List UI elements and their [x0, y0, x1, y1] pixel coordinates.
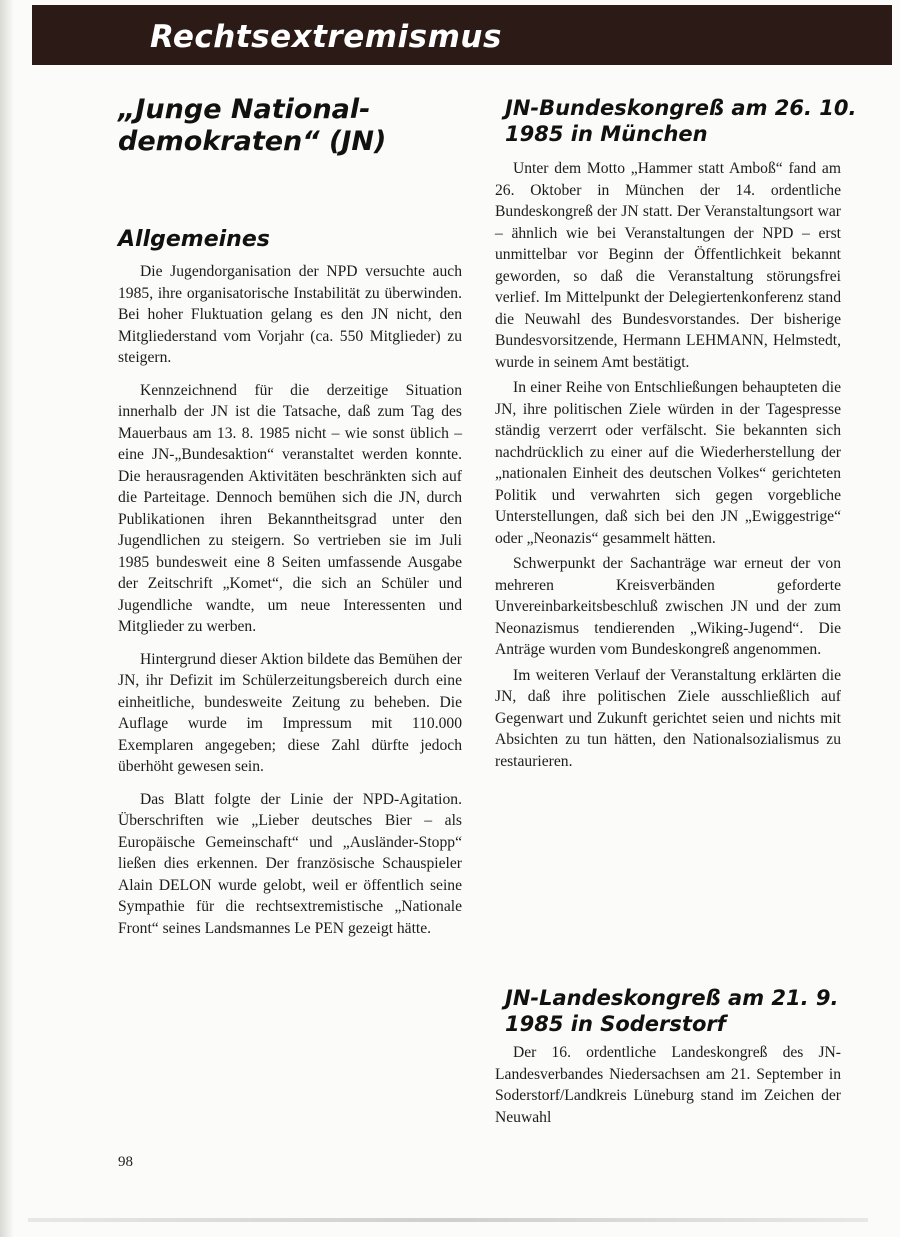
paragraph: Im weiteren Verlauf der Veranstaltung erklärten die JN, daß ihre politischen Ziele ausschließlich auf Gegenwart und Zukunft gerichtet seien und nichts mit Absichten zu tun hätten, den Nationalsozialismus zu restaurieren.: [495, 666, 841, 770]
right-column-text-continued: [495, 1042, 841, 1128]
paragraph: Hintergrund dieser Aktion bildete das Bemühen der JN, ihr Defizit im Schülerzeitungsbereich durch eine einheitliche, bundesweite Zeitung zu beheben. Die Auflage wurde im Impressum mit 110.000 Exemplaren angegeben; diese Zahl dürfte jedoch überhöht gewesen sein.: [118, 650, 462, 775]
page-number: 98: [118, 1154, 133, 1170]
paragraph: Die Jugendorganisation der NPD versuchte auch 1985, ihre organisatorische Instabilität zu überwinden. Bei hoher Fluktuation gelang es den JN nicht, den Mitgliederstand vom Vorjahr (ca. 550 Mitglieder) zu steigern.: [118, 263, 462, 366]
paragraph: Das Blatt folgte der Linie der NPD-Agitation. Überschriften wie „Lieber deutsches Bier – als Europäische Gemeinschaft“ und „Ausländer-Stopp“ ließen dies erkennen. Der französische Schauspieler Alain DELON wurde gelobt, weil er öffentlich seine Sympathie für die rechtsextremistische „Nationale Front“ seines Landsmannes Le PEN gezeigt hätte.: [118, 790, 462, 937]
paragraph: Kennzeichnend für die derzeitige Situation innerhalb der JN ist die Tatsache, daß zum Tag des Mauerbaus am 13. 8. 1985 nicht – wie sonst üblich – eine JN-„Bundesaktion“ veranstaltet werden konnte. Die herausragenden Aktivitäten beschränkten sich auf die Parteitage. Dennoch bemühen sich die JN, durch Publikationen ihren Bekanntheitsgrad unter den Jugendlichen zu steigern. So vertrieben sie im Juli 1985 bundesweit eine 8 Seiten umfassende Ausgabe der Zeitschrift „Komet“, die sich an Schüler und Jugendliche wandte, um neue Interessenten und Mitglieder zu werben.: [118, 381, 462, 635]
left-column-text: [118, 261, 462, 950]
header-bar: [32, 5, 892, 65]
paragraph: Unter dem Motto „Hammer statt Amboß“ fand am 26. Oktober in München der 14. ordentliche Bundeskongreß der JN statt. Der Veranstaltungsort war – ähnlich wie bei Veranstaltungen der NPD – erst unmittelbar vor Beginn der Öffentlichkeit bekannt geworden, so daß die Veranstaltung störungsfrei verlief. Im Mittelpunkt der Delegiertenkonferenz stand die Neuwahl des Bundesvorstandes. Der bisherige Bundesvorsitzende, Hermann LEHMANN, Helmstedt, wurde in seinem Amt bestätigt.: [495, 160, 841, 371]
paragraph: Der 16. ordentliche Landeskongreß des JN-Landesverbandes Niedersachsen am 21. September in Soderstorf/Landkreis Lüneburg stand im Zeichen der Neuwahl: [495, 1044, 841, 1126]
page-bottom-edge: [28, 1218, 868, 1222]
section-heading-allgemeines: Allgemeines: [118, 227, 270, 252]
section-heading-bundeskongress: JN-Bundeskongreß am 26. 10. 1985 in München: [505, 96, 857, 146]
paragraph: In einer Reihe von Entschließungen behaupteten die JN, ihre politischen Ziele würden in der Tagespresse ständig verzerrt oder verfälscht. Sie bekannten sich nachdrücklich zu einer auf die Wiederherstellung der „nationalen Einheit des deutschen Volkes“ gerichteten Politik und verwahrten sich gegen vorgebliche Unterstellungen, daß sich bei den JN „Ewiggestrige“ oder „Neonazis“ gesammelt hätten.: [495, 379, 841, 547]
right-column-text: [495, 158, 841, 776]
article-title: „Junge National-demokraten“ (JN): [118, 94, 387, 157]
page-edge-shadow: [0, 0, 14, 1237]
paragraph: Schwerpunkt der Sachanträge war erneut der von mehreren Kreisverbänden geforderte Unvereinbarkeitsbeschluß zwischen JN und der zum Neonazismus tendierenden „Wiking-Jugend“. Die Anträge wurden vom Bundeskongreß angenommen.: [495, 555, 841, 658]
section-heading-landeskongress: JN-Landeskongreß am 21. 9. 1985 in Soderstorf: [505, 986, 839, 1036]
header-title: Rechtsextremismus: [150, 19, 502, 55]
